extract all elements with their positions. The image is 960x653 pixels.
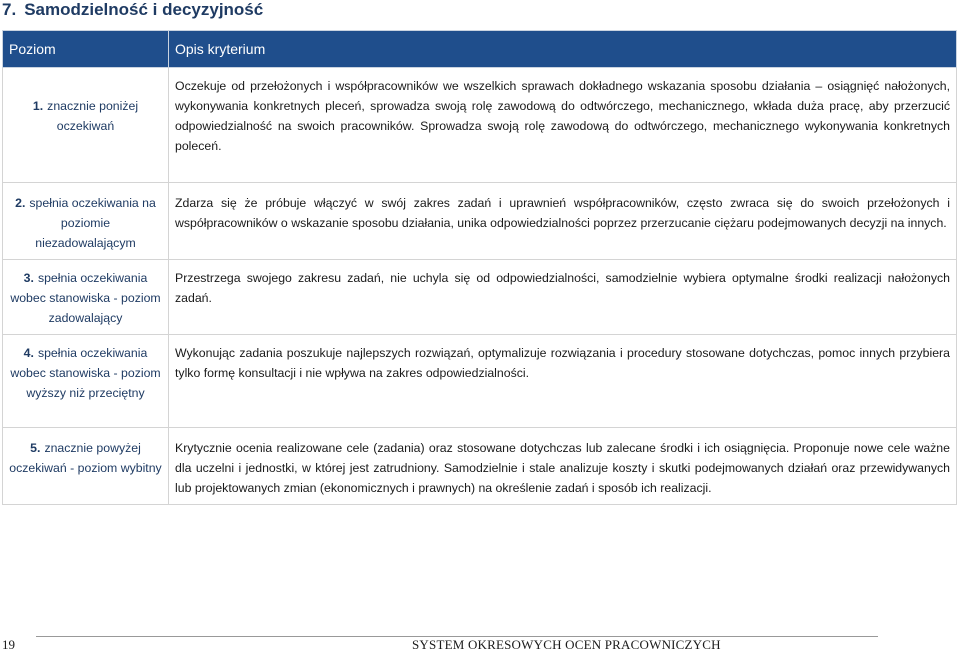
level-number: 4. bbox=[23, 346, 34, 360]
level-number: 1. bbox=[32, 99, 44, 113]
description-cell: Zdarza się że próbuje włączyć w swój zakres zadań i uprawnień współpracowników, często zwraca się do swoich przełożonych i współpracowników o wskazanie sposobu działania, unika odpowiedzialności poprzez przerzucanie ciężaru podejmowanych decyzji na innych. bbox=[169, 183, 957, 260]
table-row bbox=[3, 183, 957, 260]
table-row bbox=[3, 335, 957, 428]
criteria-table bbox=[2, 30, 957, 505]
section-number: 7. bbox=[2, 0, 17, 19]
section-title bbox=[2, 0, 263, 20]
section-title-text: Samodzielność i decyzyjność bbox=[24, 0, 264, 19]
level-cell bbox=[3, 335, 169, 428]
level-number: 5. bbox=[30, 441, 41, 455]
header-description: Opis kryterium bbox=[169, 31, 957, 68]
level-cell bbox=[3, 428, 169, 505]
footer-title: SYSTEM OKRESOWYCH OCEN PRACOWNICZYCH bbox=[412, 637, 721, 652]
level-label: znacznie poniżej oczekiwań bbox=[47, 99, 139, 133]
level-label: znacznie powyżej oczekiwań - poziom wybitny bbox=[9, 441, 162, 475]
description-cell: Wykonując zadania poszukuje najlepszych rozwiązań, optymalizuje rozwiązania i procedury stosowane dotychczas, pomoc innych przybiera tylko formę konsultacji i nie wpływa na zakres odpowiedzialności. bbox=[169, 335, 957, 428]
level-label: spełnia oczekiwania wobec stanowiska - poziom wyższy niż przeciętny bbox=[10, 346, 161, 400]
level-number: 3. bbox=[23, 271, 34, 285]
table-row bbox=[3, 68, 957, 183]
level-cell bbox=[3, 260, 169, 335]
description-cell: Przestrzega swojego zakresu zadań, nie uchyla się od odpowiedzialności, samodzielnie wybiera optymalne środki realizacji nałożonych zadań. bbox=[169, 260, 957, 335]
header-level: Poziom bbox=[3, 31, 169, 68]
table-header-row bbox=[3, 31, 957, 68]
level-cell bbox=[3, 68, 169, 183]
table-row bbox=[3, 260, 957, 335]
level-label: spełnia oczekiwania wobec stanowiska - poziom zadowalający bbox=[10, 271, 161, 325]
description-cell: Krytycznie ocenia realizowane cele (zadania) oraz stosowane dotychczas lub zalecane środki i ich osiągnięcia. Proponuje nowe cele ważne dla uczelni i jednostki, w której jest zatrudniony. Samodzielnie i stale analizuje koszty i skutki podejmowanych działań oraz przewidywanych lub projektowanych zmian (ekonomicznych i prawnych) na określenie zadań i sposób ich realizacji. bbox=[169, 428, 957, 505]
level-cell bbox=[3, 183, 169, 260]
level-label: spełnia oczekiwania na poziomie niezadowalającym bbox=[29, 196, 156, 250]
description-cell: Oczekuje od przełożonych i współpracowników we wszelkich sprawach dokładnego wskazania sposobu działania – osiągnięć nałożonych, wykonywania konkretnych pleceń, sprowadza swoją rolę zawodową do odtwórczego, mechanicznego, wkłada duża pracę, aby przerzucić odpowiedzialność na swoich pracowników. Sprowadza swoją rolę zawodową do odtwórczego, mechanicznego wykonywania konkretnych poleceń. bbox=[169, 68, 957, 183]
table-row bbox=[3, 428, 957, 505]
page-number: 19 bbox=[2, 637, 15, 652]
level-number: 2. bbox=[15, 196, 26, 210]
